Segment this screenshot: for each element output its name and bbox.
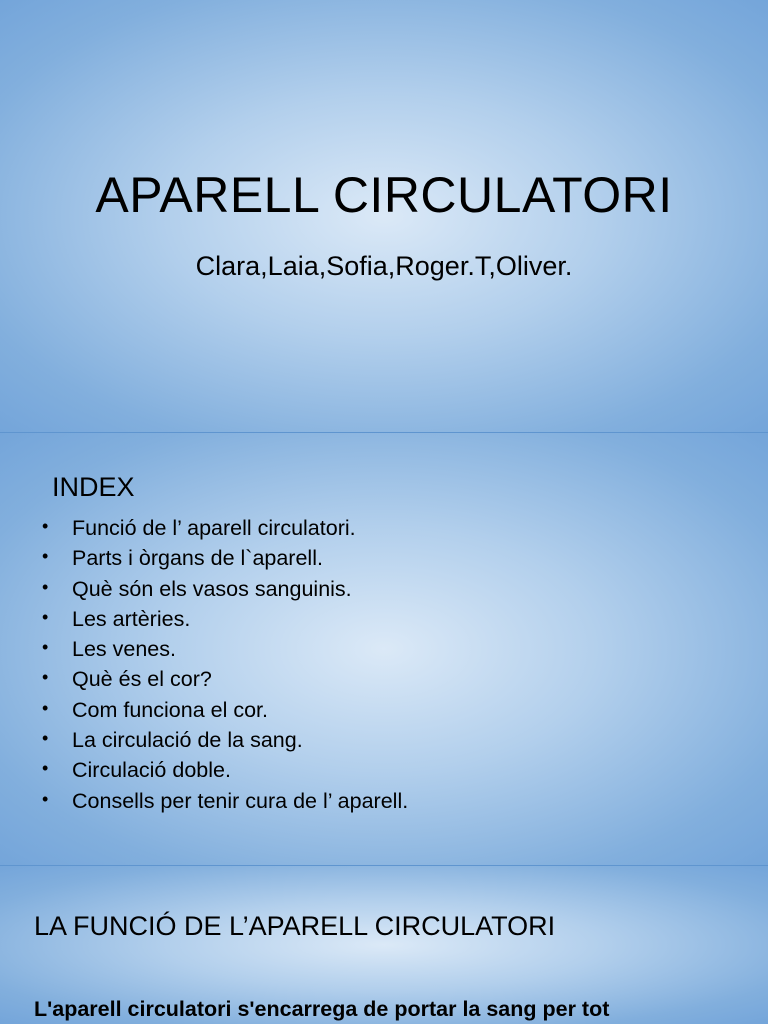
- slide-subtitle-authors: Clara,Laia,Sofia,Roger.T,Oliver.: [195, 251, 573, 281]
- bullet-icon: •: [42, 516, 49, 536]
- list-item: [40, 725, 408, 755]
- list-item-text: Què són els vasos sanguinis.: [72, 576, 352, 601]
- bullet-icon: •: [42, 788, 49, 809]
- list-item-text: Parts i òrgans de l`aparell.: [72, 546, 323, 571]
- list-item-text: Què és el cor?: [72, 667, 212, 692]
- index-heading: INDEX: [52, 472, 135, 502]
- slide-title: APARELL CIRCULATORI: [95, 167, 673, 223]
- list-item: [40, 664, 408, 694]
- list-item-text: Consells per tenir cura de l’ aparell.: [72, 788, 409, 813]
- function-slide: [0, 866, 768, 1024]
- list-item: [40, 604, 408, 634]
- bullet-icon: •: [42, 546, 49, 567]
- body-text: L'aparell circulatori s'encarrega de portar la sang per tot: [34, 997, 610, 1021]
- list-item: [40, 543, 408, 573]
- list-item: [40, 574, 408, 604]
- bullet-icon: •: [42, 728, 49, 749]
- bullet-icon: •: [42, 758, 49, 779]
- list-item: [40, 755, 408, 785]
- list-item: [40, 513, 408, 543]
- bullet-icon: •: [42, 667, 49, 688]
- list-item-text: Circulació doble.: [72, 758, 231, 783]
- list-item-text: Funció de l’ aparell circulatori.: [72, 516, 356, 540]
- index-list: [40, 513, 408, 816]
- bullet-icon: •: [42, 637, 49, 658]
- list-item-text: Les artèries.: [72, 606, 191, 631]
- list-item: [40, 786, 408, 816]
- bullet-icon: •: [42, 697, 49, 718]
- list-item: [40, 634, 408, 664]
- list-item-text: Com funciona el cor.: [72, 697, 268, 722]
- list-item: [40, 695, 408, 725]
- section-heading: LA FUNCIÓ DE L’APARELL CIRCULATORI: [34, 911, 556, 941]
- title-slide: [0, 0, 768, 432]
- index-slide: [0, 433, 768, 865]
- list-item-text: La circulació de la sang.: [72, 728, 303, 753]
- list-item-text: Les venes.: [72, 637, 176, 662]
- bullet-icon: •: [42, 576, 49, 597]
- bullet-icon: •: [42, 606, 49, 627]
